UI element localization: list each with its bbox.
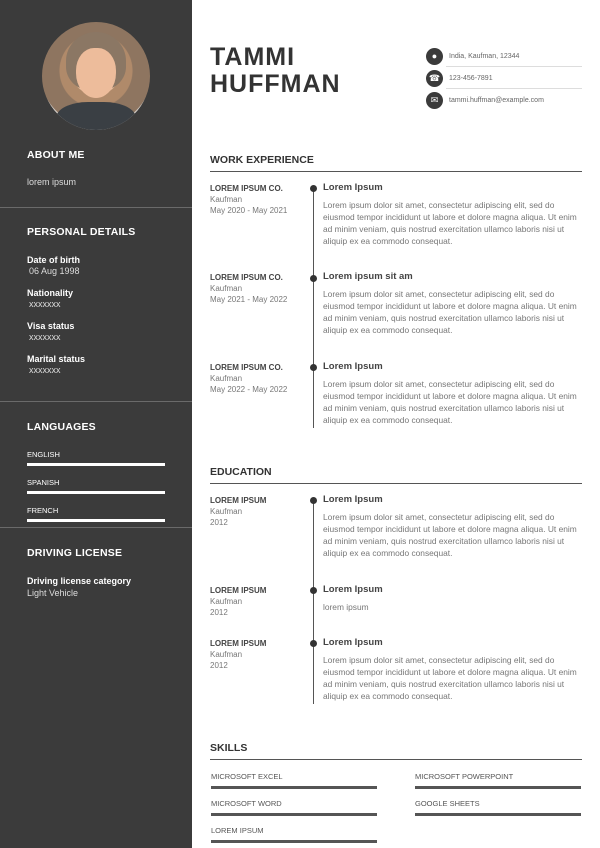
degree-title: Lorem Ipsum bbox=[323, 494, 383, 505]
job-title: Lorem Ipsum bbox=[323, 361, 383, 372]
address-text: India, Kaufman, 12344 bbox=[449, 52, 520, 60]
driving-license-label: Driving license category bbox=[27, 576, 132, 586]
about-section bbox=[27, 149, 177, 187]
section-rule bbox=[210, 171, 582, 172]
sidebar bbox=[0, 0, 192, 848]
timeline-dot bbox=[310, 497, 317, 504]
skill-bar bbox=[211, 840, 377, 843]
company-city: Kaufman bbox=[210, 374, 243, 383]
dob-value: 06 Aug 1998 bbox=[29, 266, 80, 276]
mail-icon: ✉ bbox=[426, 92, 443, 109]
work-experience-title: WORK EXPERIENCE bbox=[210, 154, 314, 166]
degree-description: Lorem ipsum dolor sit amet, consectetur adipiscing elit, sed do eiusmod tempor incididunt ut labore et dolore magna aliqua. Ut enim ad minim veniam, quis nostrud exercitation ullamco laboris nisi ut aliquip ex ea commodo consequat. bbox=[323, 512, 577, 558]
first-name: TAMMI bbox=[210, 43, 296, 71]
work-dates: May 2021 - May 2022 bbox=[210, 295, 288, 304]
email-text: tammi.huffman@example.com bbox=[449, 96, 544, 104]
company-city: Kaufman bbox=[210, 284, 243, 293]
sidebar-divider bbox=[0, 207, 192, 208]
education-entry-content bbox=[323, 637, 582, 702]
language-name: FRENCH bbox=[27, 506, 59, 515]
company-city: Kaufman bbox=[210, 195, 243, 204]
skill-item bbox=[211, 772, 377, 789]
nationality-value: xxxxxxx bbox=[29, 299, 61, 309]
graduation-year: 2012 bbox=[210, 518, 228, 527]
location-pin-icon: ● bbox=[426, 48, 443, 65]
marital-label: Marital status bbox=[27, 354, 86, 364]
work-dates: May 2020 - May 2021 bbox=[210, 206, 288, 215]
driving-license-section bbox=[27, 547, 177, 598]
degree-description: Lorem ipsum dolor sit amet, consectetur adipiscing elit, sed do eiusmod tempor incididunt ut labore et dolore magna aliqua. Ut enim ad minim veniam, quis nostrud exercitation ullamco laboris nisi ut aliquip ex ea commodo consequat. bbox=[323, 655, 577, 701]
education-entry-meta bbox=[210, 496, 305, 527]
timeline-dot bbox=[310, 587, 317, 594]
marital-value: xxxxxxx bbox=[29, 365, 61, 375]
personal-details-section bbox=[27, 226, 177, 375]
contact-phone bbox=[426, 67, 584, 89]
contact-address bbox=[426, 45, 584, 67]
work-entry-meta bbox=[210, 184, 305, 215]
skill-name: MICROSOFT POWERPOINT bbox=[415, 772, 514, 781]
work-dates: May 2022 - May 2022 bbox=[210, 385, 288, 394]
school-name: LOREM IPSUM bbox=[210, 586, 267, 595]
language-bar bbox=[27, 491, 165, 494]
school-city: Kaufman bbox=[210, 597, 243, 606]
education-timeline bbox=[313, 500, 314, 704]
work-entry-meta bbox=[210, 363, 305, 394]
education-entry-content bbox=[323, 494, 582, 559]
language-item bbox=[27, 478, 177, 494]
skill-item bbox=[415, 772, 581, 789]
job-description: Lorem ipsum dolor sit amet, consectetur adipiscing elit, sed do eiusmod tempor incididunt ut labore et dolore magna aliqua. Ut enim ad minim veniam, quis nostrud exercitation ullamco laboris nisi ut aliquip ex ea commodo consequat. bbox=[323, 379, 577, 425]
candidate-name bbox=[210, 44, 341, 98]
work-entry-content bbox=[323, 182, 582, 247]
timeline-dot bbox=[310, 640, 317, 647]
language-name: SPANISH bbox=[27, 478, 60, 487]
last-name: HUFFMAN bbox=[210, 70, 341, 98]
company-name: LOREM IPSUM CO. bbox=[210, 363, 283, 372]
profile-photo bbox=[42, 22, 150, 130]
visa-value: xxxxxxx bbox=[29, 332, 61, 342]
skill-name: LOREM IPSUM bbox=[211, 826, 264, 835]
phone-text: 123-456-7891 bbox=[449, 74, 493, 82]
visa-label: Visa status bbox=[27, 321, 75, 331]
skill-bar bbox=[415, 813, 581, 816]
skill-item bbox=[211, 826, 377, 843]
job-title: Lorem ipsum sit am bbox=[323, 271, 413, 282]
driving-license-value: Light Vehicle bbox=[27, 588, 79, 598]
language-bar bbox=[27, 519, 165, 522]
contact-email bbox=[426, 89, 584, 111]
timeline-dot bbox=[310, 364, 317, 371]
section-rule bbox=[210, 759, 582, 760]
skills-title: SKILLS bbox=[210, 742, 248, 754]
job-description: Lorem ipsum dolor sit amet, consectetur adipiscing elit, sed do eiusmod tempor incididunt ut labore et dolore magna aliqua. Ut enim ad minim veniam, quis nostrud exercitation ullamco laboris nisi ut aliquip ex ea commodo consequat. bbox=[323, 289, 577, 335]
work-entry-meta bbox=[210, 273, 305, 304]
dob-label: Date of birth bbox=[27, 255, 80, 265]
skill-item bbox=[211, 799, 377, 816]
phone-icon: ☎ bbox=[426, 70, 443, 87]
education-entry-meta bbox=[210, 586, 305, 617]
sidebar-divider bbox=[0, 527, 192, 528]
school-city: Kaufman bbox=[210, 650, 243, 659]
driving-license-title: DRIVING LICENSE bbox=[27, 547, 123, 559]
language-name: ENGLISH bbox=[27, 450, 60, 459]
company-name: LOREM IPSUM CO. bbox=[210, 184, 283, 193]
education-entry-meta bbox=[210, 639, 305, 670]
education-title: EDUCATION bbox=[210, 466, 272, 478]
school-city: Kaufman bbox=[210, 507, 243, 516]
company-name: LOREM IPSUM CO. bbox=[210, 273, 283, 282]
personal-details-title: PERSONAL DETAILS bbox=[27, 226, 136, 238]
skill-name: GOOGLE SHEETS bbox=[415, 799, 480, 808]
section-rule bbox=[210, 483, 582, 484]
language-bar bbox=[27, 463, 165, 466]
language-item bbox=[27, 450, 177, 466]
skill-bar bbox=[211, 786, 377, 789]
school-name: LOREM IPSUM bbox=[210, 496, 267, 505]
degree-title: Lorem Ipsum bbox=[323, 637, 383, 648]
degree-title: Lorem Ipsum bbox=[323, 584, 383, 595]
languages-section bbox=[27, 421, 177, 522]
languages-title: LANGUAGES bbox=[27, 421, 96, 433]
education-entry-content bbox=[323, 584, 582, 613]
skill-bar bbox=[415, 786, 581, 789]
graduation-year: 2012 bbox=[210, 608, 228, 617]
skill-bar bbox=[211, 813, 377, 816]
skill-name: MICROSOFT WORD bbox=[211, 799, 282, 808]
timeline-dot bbox=[310, 185, 317, 192]
school-name: LOREM IPSUM bbox=[210, 639, 267, 648]
work-timeline bbox=[313, 188, 314, 428]
about-text: lorem ipsum bbox=[27, 177, 77, 187]
timeline-dot bbox=[310, 275, 317, 282]
work-entry-content bbox=[323, 361, 582, 426]
language-item bbox=[27, 506, 177, 522]
job-title: Lorem Ipsum bbox=[323, 182, 383, 193]
job-description: Lorem ipsum dolor sit amet, consectetur adipiscing elit, sed do eiusmod tempor incididunt ut labore et dolore magna aliqua. Ut enim ad minim veniam, quis nostrud exercitation ullamco laboris nisi ut aliquip ex ea commodo consequat. bbox=[323, 200, 577, 246]
degree-description: lorem ipsum bbox=[323, 602, 369, 612]
skill-item bbox=[415, 799, 581, 816]
sidebar-divider bbox=[0, 401, 192, 402]
nationality-label: Nationality bbox=[27, 288, 74, 298]
skill-name: MICROSOFT EXCEL bbox=[211, 772, 283, 781]
graduation-year: 2012 bbox=[210, 661, 228, 670]
about-title: ABOUT ME bbox=[27, 149, 85, 161]
work-entry-content bbox=[323, 271, 582, 336]
